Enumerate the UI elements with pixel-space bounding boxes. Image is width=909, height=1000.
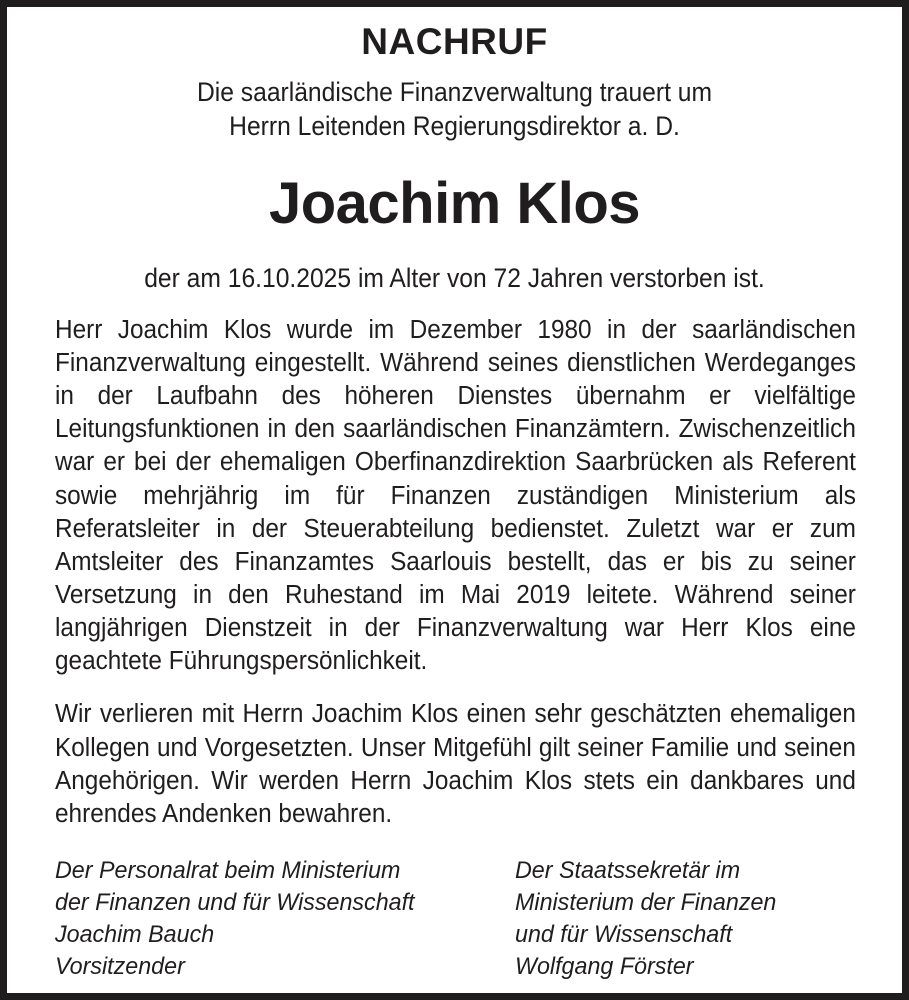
page-title: NACHRUF xyxy=(361,21,548,62)
signature-left-line-1: Der Personalrat beim Ministerium xyxy=(55,857,401,885)
signature-left-role: Vorsitzender xyxy=(55,953,185,981)
subtitle-line-1: Die saarländische Finanzverwaltung trauert um xyxy=(196,76,713,107)
signature-right-line-3: und für Wissenschaft xyxy=(515,921,733,949)
signature-personalrat xyxy=(55,855,501,983)
subtitle-line-2: Herrn Leitenden Regierungsdirektor a. D. xyxy=(229,110,680,141)
signature-block xyxy=(43,855,866,983)
signature-left-line-2: der Finanzen und für Wissenschaft xyxy=(55,889,415,917)
body-paragraph-condolence: Wir verlieren mit Herrn Joachim Klos einen sehr geschätzten ehemaligen Kollegen und Vorgesetzten. Unser Mitgefühl gilt seiner Familie und seinen Angehörigen. Wir werden Herrn Joachim Klos stets ein dankbares und ehrendes Andenken bewahren. xyxy=(55,700,856,828)
signature-right-line-2: Ministerium der Finanzen xyxy=(515,889,777,917)
death-date-line: der am 16.10.2025 im Alter von 72 Jahren verstorben ist. xyxy=(144,263,765,294)
signature-right-line-1: Der Staatssekretär im xyxy=(515,857,741,885)
signature-staatssekretaer xyxy=(515,855,846,983)
body-paragraph-career: Herr Joachim Klos wurde im Dezember 1980 in der saarländischen Finanzverwaltung eingestellt. Während seines dienstlichen Werdeganges in der Laufbahn des höheren Dienstes übernahm er vielfältige Leitungsfunktionen in den saarländischen Finanzämtern. Zwischenzeitlich war er bei der ehemaligen Oberfinanzdirektion Saarbrücken als Referent sowie mehrjährig im für Finanzen zuständigen Ministerium als Referatsleiter in der Steuerabteilung bedienstet. Zuletzt war er zum Amtsleiter des Finanzamtes Saarlouis bestellt, das er bis zu seiner Versetzung in den Ruhestand im Mai 2019 leitete. Während seiner langjährigen Dienstzeit in der Finanzverwaltung war Herr Klos eine geachtete Führungspersönlichkeit. xyxy=(55,315,856,676)
obituary-content xyxy=(7,7,902,993)
signature-right-name: Wolfgang Förster xyxy=(515,953,694,981)
layout-spacer xyxy=(43,831,866,837)
signature-left-name: Joachim Bauch xyxy=(55,921,215,949)
obituary-body xyxy=(43,314,866,831)
deceased-name: Joachim Klos xyxy=(268,170,641,236)
